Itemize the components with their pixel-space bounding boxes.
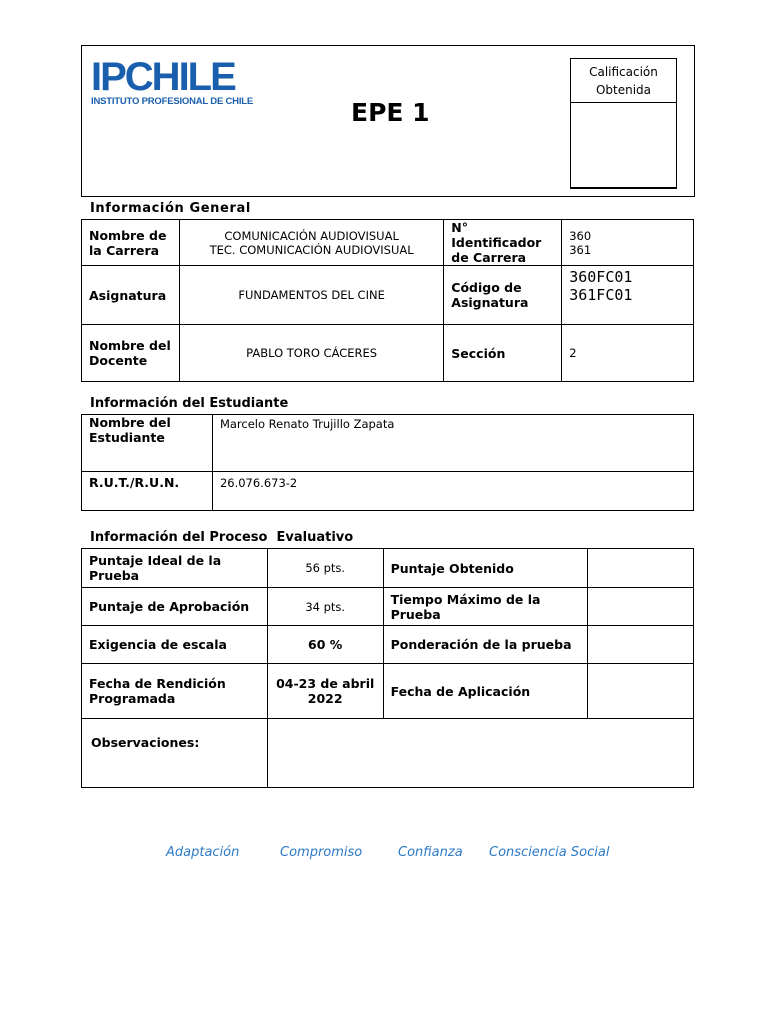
subject-code-label: Código de Asignatura: [444, 266, 562, 325]
general-section-title: Información General: [90, 201, 251, 216]
general-table: [81, 219, 694, 382]
evaluation-table: [81, 548, 694, 788]
grade-label: Calificación Obtenida: [571, 59, 676, 103]
observations-value: [267, 719, 693, 788]
career-id-1: 360: [569, 228, 592, 243]
subject-code-value: [562, 266, 694, 325]
grade-box: [570, 58, 677, 189]
student-name-value: Marcelo Renato Trujillo Zapata: [212, 415, 693, 472]
obtained-score-label: Puntaje Obtenido: [383, 549, 588, 588]
scheduled-date-label: Fecha de Rendición Programada: [82, 664, 268, 719]
scheduled-date-value: 04-23 de abril 2022: [267, 664, 383, 719]
logo-text: IPCHILE: [91, 55, 235, 99]
section-label: Sección: [444, 325, 562, 382]
ideal-score-value: 56 pts.: [267, 549, 383, 588]
observations-label: Observaciones:: [82, 719, 268, 788]
scale-value: 60 %: [267, 626, 383, 664]
career-value-2: TEC. COMUNICACIÓN AUDIOVISUAL: [209, 242, 414, 257]
subject-code-1: 360FC01: [569, 268, 633, 286]
page-title: EPE 1: [351, 98, 430, 127]
obtained-score-value: [588, 549, 694, 588]
teacher-value: PABLO TORO CÁCERES: [179, 325, 443, 382]
max-time-label: Tiempo Máximo de la Prueba: [383, 588, 588, 626]
career-id-2: 361: [569, 242, 592, 257]
value-confianza: Confianza: [398, 845, 463, 860]
value-compromiso: Compromiso: [280, 845, 363, 860]
approval-score-value: 34 pts.: [267, 588, 383, 626]
career-value-1: COMUNICACIÓN AUDIOVISUAL: [224, 228, 399, 243]
teacher-label: Nombre del Docente: [82, 325, 180, 382]
weight-value: [588, 626, 694, 664]
career-value: [179, 220, 443, 266]
career-id-label: N° Identificador de Carrera: [444, 220, 562, 266]
subject-code-2: 361FC01: [569, 286, 633, 304]
career-label: Nombre de la Carrera: [82, 220, 180, 266]
student-name-label: Nombre del Estudiante: [82, 415, 213, 472]
section-value: 2: [562, 325, 694, 382]
student-table: [81, 414, 694, 511]
applied-date-value: [588, 664, 694, 719]
ipchile-logo: [91, 55, 254, 114]
subject-label: Asignatura: [82, 266, 180, 325]
evaluation-section-title: Información del Proceso Evaluativo: [90, 530, 354, 545]
scale-label: Exigencia de escala: [82, 626, 268, 664]
rut-value: 26.076.673-2: [212, 472, 693, 511]
approval-score-label: Puntaje de Aprobación: [82, 588, 268, 626]
value-adaptacion: Adaptación: [166, 845, 240, 860]
rut-label: R.U.T./R.U.N.: [82, 472, 213, 511]
career-id-value: [562, 220, 694, 266]
subject-value: FUNDAMENTOS DEL CINE: [179, 266, 443, 325]
applied-date-label: Fecha de Aplicación: [383, 664, 588, 719]
logo-subtitle: INSTITUTO PROFESIONAL DE CHILE: [91, 96, 254, 107]
weight-label: Ponderación de la prueba: [383, 626, 588, 664]
max-time-value: [588, 588, 694, 626]
student-section-title: Información del Estudiante: [90, 396, 289, 411]
ideal-score-label: Puntaje Ideal de la Prueba: [82, 549, 268, 588]
value-consciencia-social: Consciencia Social: [489, 845, 610, 860]
